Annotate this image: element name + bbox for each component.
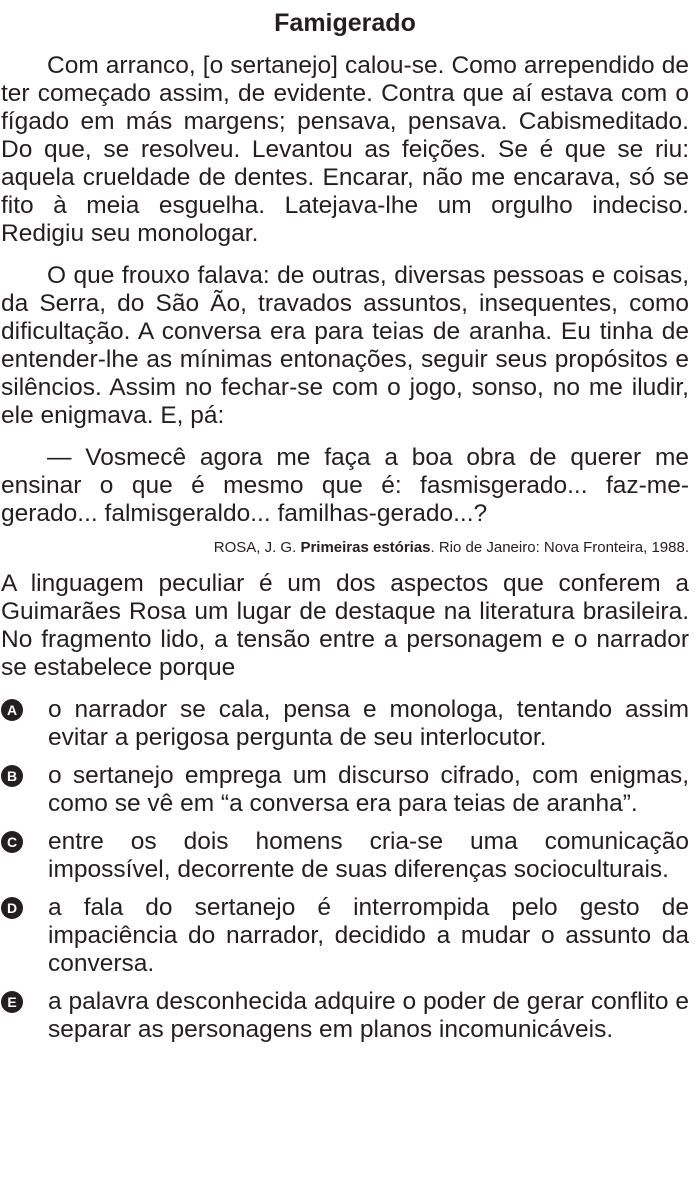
exam-question-page	[1, 0, 689, 1044]
option-d[interactable]	[1, 894, 689, 978]
option-a-letter-badge: A	[1, 699, 23, 721]
passage-paragraph-2: O que frouxo falava: de outras, diversas pessoas e coisas, da Serra, do São Ão, travados assuntos, insequentes, como dificultação. A conversa era para teias de aranha. Eu tinha de entender-lhe as mínimas entonações, seguir seus propósitos e silêncios. Assim no fechar-se com o jogo, sonso, no me iludir, ele enigmava. E, pá:	[1, 262, 689, 429]
passage-paragraph-3: — Vosmecê agora me faça a boa obra de querer me ensinar o que é mesmo que é: fasmisgerado... faz-me-gerado... falmisgeraldo... familhas-gerado...?	[1, 444, 689, 527]
source-citation	[1, 538, 689, 558]
option-a[interactable]	[1, 696, 689, 752]
citation-author: ROSA, J. G.	[213, 539, 301, 556]
option-a-text: o narrador se cala, pensa e monologa, tentando assim evitar a perigosa pergunta de seu interlocutor.	[48, 696, 689, 751]
passage-paragraph-1: Com arranco, [o sertanejo] calou-se. Como arrependido de ter começado assim, de evidente. Contra que aí estava com o fígado em más margens; pensava, pensava. Cabismeditado. Do que, se resolveu. Levantou as feições. Se é que se riu: aquela crueldade de dentes. Encarar, não me encarava, só se fito à meia esguelha. Latejava-lhe um orgulho indeciso. Redigiu seu monologar.	[1, 52, 689, 247]
passage-title: Famigerado	[274, 9, 416, 37]
question-stem: A linguagem peculiar é um dos aspectos que conferem a Guimarães Rosa um lugar de destaque na literatura brasileira. No fragmento lido, a tensão entre a personagem e o narrador se estabelece porque	[1, 570, 689, 681]
option-e-text: a palavra desconhecida adquire o poder de gerar conflito e separar as personagens em planos incomunicáveis.	[48, 988, 689, 1043]
option-e-letter-badge: E	[1, 991, 23, 1013]
option-b[interactable]	[1, 762, 689, 818]
citation-publisher: . Rio de Janeiro: Nova Fronteira, 1988.	[430, 539, 689, 556]
option-c-text: entre os dois homens cria-se uma comunicação impossível, decorrente de suas diferenças socioculturais.	[48, 828, 689, 883]
option-c-letter-badge: C	[1, 831, 23, 853]
option-d-letter-badge: D	[1, 897, 23, 919]
option-b-text: o sertanejo emprega um discurso cifrado, com enigmas, como se vê em “a conversa era para teias de aranha”.	[48, 762, 689, 817]
option-e[interactable]	[1, 988, 689, 1044]
option-c[interactable]	[1, 828, 689, 884]
answer-options	[1, 696, 689, 1044]
option-d-text: a fala do sertanejo é interrompida pelo gesto de impaciência do narrador, decidido a mudar o assunto da conversa.	[48, 894, 689, 977]
citation-work-title: Primeiras estórias	[300, 539, 431, 556]
option-b-letter-badge: B	[1, 765, 23, 787]
